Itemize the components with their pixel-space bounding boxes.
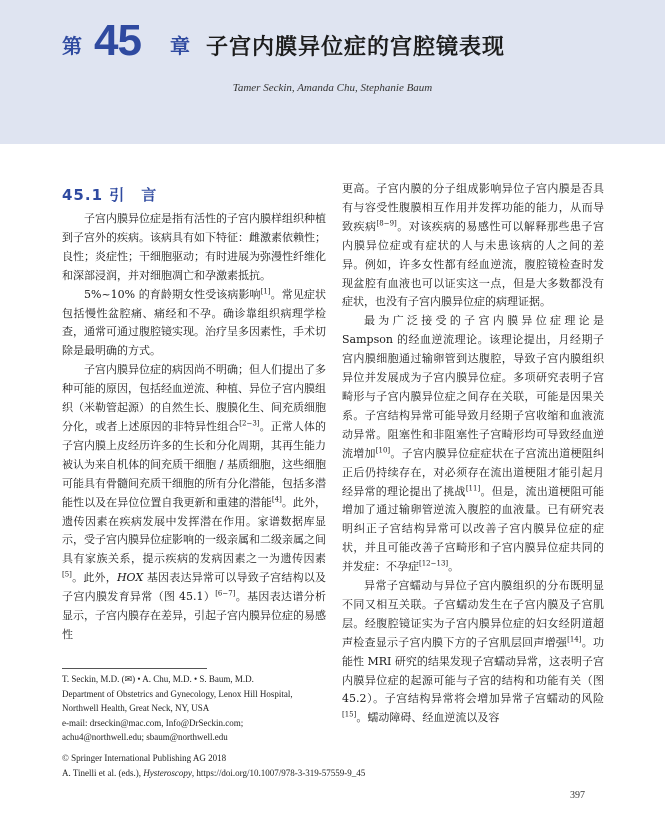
paragraph <box>342 312 604 577</box>
paragraph-text: 基因表达异常可以导致子宫结构以及子宫内膜发育异常（图 45.1） <box>62 571 326 604</box>
book-title: Hysteroscopy <box>143 767 192 778</box>
paragraph-text: 。但是，流出道梗阻可能增加了通过输卵管逆流入腹腔的血液量。已有研究表明纠正子宫结构异常可以改善子宫内膜异位症的症状，并且可能改善子宫畸形和子宫内膜异位症共同的并发症：不孕症 <box>342 484 604 574</box>
left-column <box>62 210 326 665</box>
footnote-line: achu4@northwell.edu; sbaum@northwell.edu <box>62 732 228 743</box>
citation-line <box>62 766 542 781</box>
chapter-suffix: 章 <box>170 34 190 58</box>
citation: [12−13] <box>419 559 449 568</box>
paragraph-text: 子宫内膜异位症是指有活性的子宫内膜样组织种植到子宫外的疾病。该病具有如下特征：雌激素依赖性；良性；炎症性；干细胞驱动；有时进展为弥漫性纤维化和深部浸润，并对细胞凋亡和孕激素抵抗。 <box>62 212 326 282</box>
citation: [15] <box>342 710 357 719</box>
copyright-notice <box>62 751 542 781</box>
citation: [2−3] <box>239 419 260 428</box>
gene-name: HOX <box>116 571 144 585</box>
citation: [14] <box>567 635 582 644</box>
right-column <box>342 180 604 745</box>
author-affiliation-footnote <box>62 672 332 745</box>
footnote-line: Department of Obstetrics and Gynecology, Lenox Hill Hospital, <box>62 688 293 699</box>
citation: [4] <box>271 494 282 503</box>
citation-editors: A. Tinelli et al. (eds.), <box>62 767 144 778</box>
paragraph <box>62 210 326 286</box>
paragraph-text: 。基因表达谱分析显示，子宫内膜存在差异，引起子宫内膜异位症的易感性 <box>62 590 326 641</box>
page-number: 397 <box>570 790 585 801</box>
paragraph-text: 异常子宫蠕动与异位子宫内膜组织的分布既明显不同又相互关联。子宫蠕动发生在子宫内膜及子宫肌层。经腹腔镜证实为子宫内膜异位症的妇女经阴道超声检查显示子宫内膜下方的子宫肌层回声增强 <box>342 579 604 649</box>
paragraph-text: 。此外， <box>71 571 117 585</box>
paragraph <box>62 286 326 362</box>
paragraph-text: 最为广泛接受的子宫内膜异位症理论是 Sampson 的经血逆流理论。该理论提出，月经期子宫内膜细胞通过输卵管到达腹腔，导致子宫内膜组织异位并发展成为子宫内膜异位症。多项研究表明子宫畸形与子宫内膜异位症之间存在关联，可能是因果关系。子宫结构异常可能导致月经期子宫收缩和血液流动异常。阻塞性和非阻塞性子宫畸形均可导致经血逆流增加 <box>342 314 604 460</box>
citation: [8−9] <box>376 219 397 228</box>
paragraph-text: 。正常人体的子宫内膜上皮经历许多的生长和分化周期，其再生能力被认为来自机体的间充质干细胞 / 基质细胞，这些细胞可能具有骨髓间充质干细胞的所有分化潜能，包括多潜能性以及在异位位置自我更新和重建的潜能 <box>62 419 326 509</box>
citation: [10] <box>375 446 391 455</box>
paragraph-text: 。此外，遗传因素在疾病发展中发挥潜在作用。家谱数据库显示，受子宫内膜异位症影响的一级亲属和二级亲属之间具有家族关系，提示疾病的发病因素之一为遗传因素 <box>62 495 326 566</box>
chapter-number: 45 <box>94 16 141 65</box>
paragraph-text: 。功能性 MRI 研究的结果发现子宫蠕动异常，这表明子宫内膜异位症的起源可能与子宫的结构和功能有关（图 45.2）。子宫结构异常将会增加异常子宫蠕动的风险 <box>342 635 604 706</box>
paragraph <box>342 577 604 728</box>
chapter-authors: Tamer Seckin, Amanda Chu, Stephanie Baum <box>232 82 433 94</box>
citation: [11] <box>465 483 481 492</box>
citation: [1] <box>260 286 271 295</box>
paragraph-text: 。常见症状包括慢性盆腔痛、痛经和不孕。确诊靠组织病理学检查，通常可通过腹腔镜实现。治疗呈多因素性，手术切除是最明确的方式。 <box>62 287 326 358</box>
chapter-title: 子宫内膜异位症的宫腔镜表现 <box>206 35 506 60</box>
citation: [5] <box>62 570 72 579</box>
paragraph-text: 。对该疾病的易感性可以解释那些患子宫内膜异位症或有症状的人与未患该病的人之间的差异。例如，许多女性都有经血逆流，腹腔镜检查时发现盆腔有血液也可以证实这一点，但是大多数都没有症状，也没有子宫内膜异位症的病理证据。 <box>342 219 604 309</box>
footnote-line: Northwell Health, Great Neck, NY, USA <box>62 703 210 714</box>
paragraph-text: 。子宫内膜异位症症状在子宫流出道梗阻纠正后仍持续存在，对必须存在流出道梗阻才能引起月经异常的理论提出了挑战 <box>342 446 604 498</box>
chapter-prefix: 第 <box>62 34 82 58</box>
citation: [6−7] <box>215 589 236 598</box>
paragraph <box>62 361 326 645</box>
paragraph-text: 。 <box>448 560 460 574</box>
section-heading: 45.1 引 言 <box>62 186 158 204</box>
footnote-divider <box>62 668 207 669</box>
copyright-line: © Springer International Publishing AG 2018 <box>62 753 227 763</box>
paragraph-text: 更高。子宫内膜的分子组成影响异位子宫内膜是否具有与容受性腹膜相互作用并发挥功能的能力，从而导致疾病 <box>342 182 604 233</box>
footnote-line: T. Seckin, M.D. (✉) • A. Chu, M.D. • S. Baum, M.D. <box>62 674 254 684</box>
paragraph <box>342 180 604 312</box>
footnote-line: e-mail: drseckin@mac.com, Info@DrSeckin.com; <box>62 717 244 728</box>
doi-text: , https://doi.org/10.1007/978-3-319-57559-9_45 <box>191 767 366 778</box>
paragraph-text: 。蠕动障碍、经血逆流以及容 <box>356 711 500 725</box>
paragraph-text: 子宫内膜异位症的病因尚不明确；但人们提出了多种可能的原因，包括经血逆流、种植、异位子宫内膜组织（米勒管起源）的自然生长、腹膜化生、间充质细胞分化，或者上述原因的非特异性组合 <box>62 363 326 433</box>
paragraph-text: 5%~10% 的育龄期女性受该病影响 <box>84 287 261 301</box>
